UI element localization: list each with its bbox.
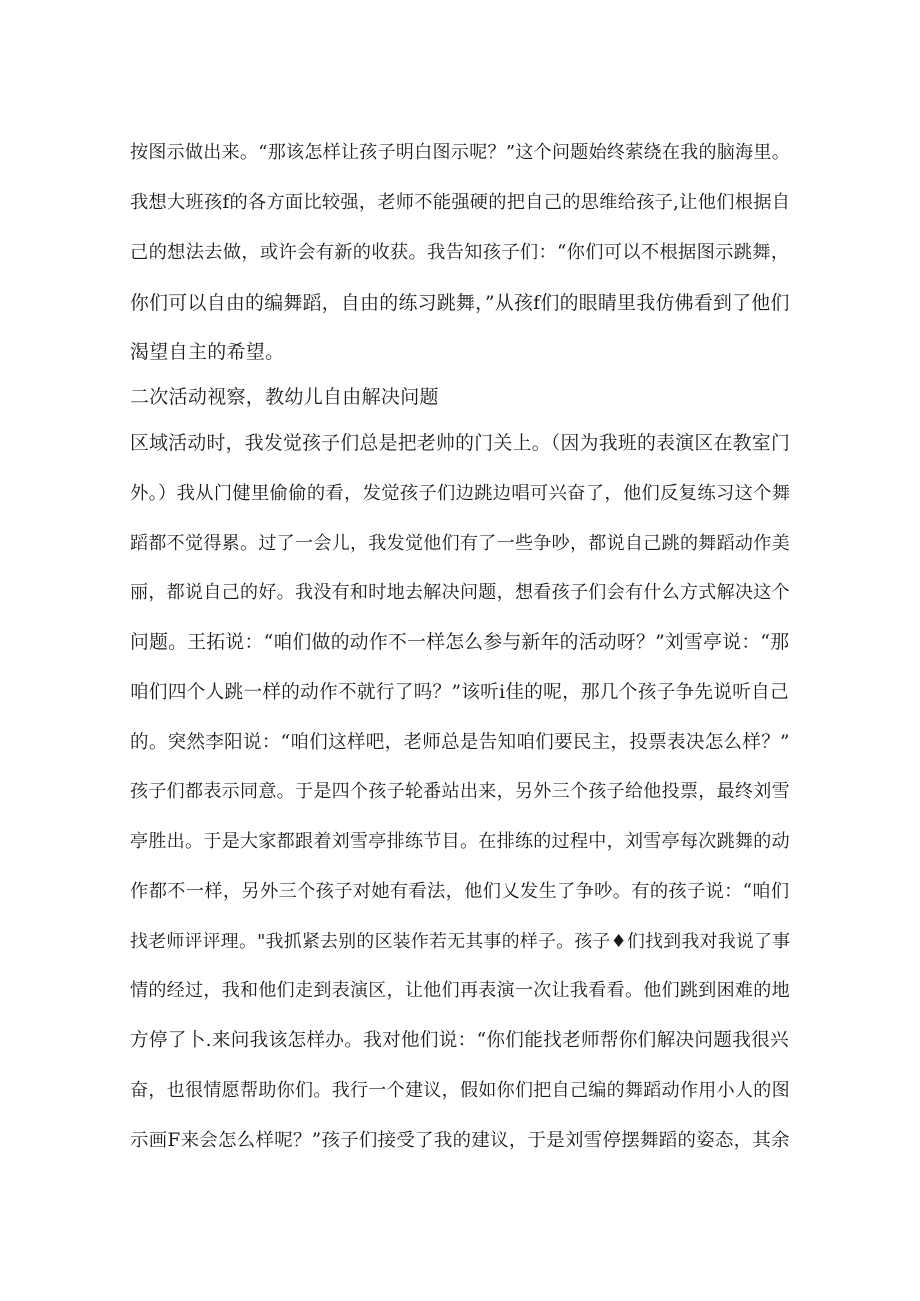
text-line: 问题。王拓说：“咱们做的动作不一样怎么参与新年的活动呀？”刘雪亭说：“那 — [130, 632, 790, 653]
text-line: 蹈都不觉得累。过了一会儿，我发觉他们有了一些争吵，都说自己跳的舞蹈动作美 — [130, 533, 790, 554]
text-line: 区域活动时，我发觉孩子们总是把老帅的门关上。（因为我班的表演区在教室门 — [130, 433, 791, 454]
text-line: 的。突然李阳说：“咱们这样吧，老师总是告知咱们要民主，投票表决怎么样？” — [130, 732, 790, 753]
text-line: 方停了卜.来问我该怎样办。我对他们说：“你们能找老师帮你们解决问题我很兴 — [130, 1030, 789, 1051]
text-line: 亭胜出。于是大家都跟着刘雪亭排练节目。在排练的过程中，刘雪亭每次跳舞的动 — [130, 831, 790, 852]
text-line: 咱们四个人跳一样的动作不就行了吗？”该听i佳的呢，那几个孩子争先说听自己 — [130, 682, 789, 703]
text-line: 情的经过，我和他们走到表演区，让他们再表演一次让我看看。他们跳到困难的地 — [130, 980, 790, 1001]
section-heading: 二次活动视察，教幼儿自由解决问题 — [130, 386, 439, 408]
text-line: 作都不一样，另外三个孩子对她有看法，他们乂发生了争吵。有的孩子说：“咱们 — [130, 881, 790, 902]
text-line: 外。）我从门健里偷偷的看，发觉孩子们边跳边唱可兴奋了，他们反复练习这个舞 — [130, 483, 791, 504]
text-line: 己的想法去做，或许会有新的收获。我告知孩子们：“你们可以不根据图示跳舞， — [130, 242, 790, 263]
text-line: 你们可以自由的编舞蹈，自由的练习跳舞，”从孩f们的眼睛里我仿佛看到了他们 — [130, 292, 790, 314]
text-line: 按图示做出来。“那该怎样让孩子明白图示呢？”这个问题始终萦绕在我的脑海里。 — [130, 142, 791, 163]
text-line: 孩子们都表示同意。于是四个孩子轮番站出来，另外三个孩子给他投票，最终刘雪 — [130, 781, 790, 802]
text-line: 渴望自主的希望。 — [130, 341, 285, 363]
text-line: 我想大班孩f的各方面比较强，老师不能强硬的把自己的思维给孩子,让他们根据自 — [130, 192, 791, 213]
text-line: 丽，都说自己的好。我没有和时地去解决问题，想看孩子们会有什么方式解决这个 — [130, 582, 790, 603]
text-line: 示画F来会怎么样呢？”孩子们接受了我的建议，于是刘雪停摆舞蹈的姿态，其余 — [130, 1130, 790, 1151]
text-line: 找老师评评理。"我抓紧去别的区装作若无其事的样子。孩子♦们找到我对我说了事 — [130, 931, 791, 952]
text-line: 奋，也很情愿帮助你们。我行一个建议，假如你们把自己编的舞蹈动作用小人的图 — [130, 1080, 790, 1101]
